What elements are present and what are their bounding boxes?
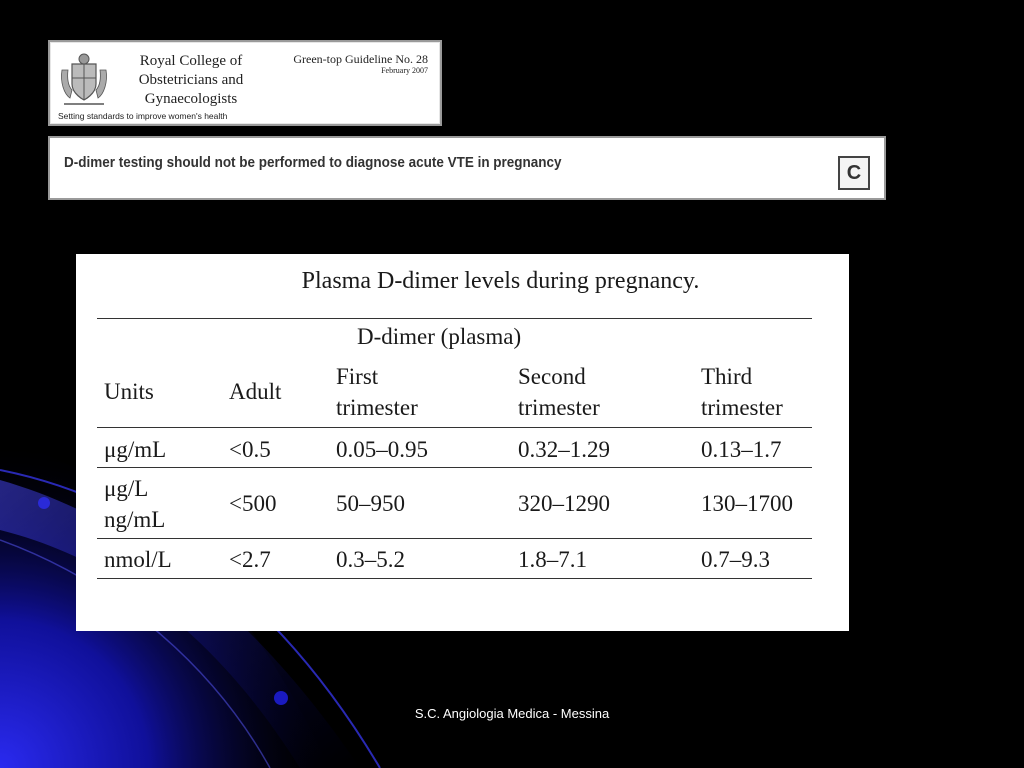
header-line: trimester	[336, 395, 418, 420]
header-line: trimester	[701, 395, 783, 420]
organization-name	[116, 52, 266, 109]
table-cell-adult: <0.5	[229, 437, 271, 462]
column-group-header: D-dimer (plasma)	[357, 324, 522, 349]
header-adult: Adult	[229, 379, 282, 404]
table-cell-adult: <2.7	[229, 547, 271, 572]
table-row-rule	[97, 467, 812, 468]
table-cell-adult: <500	[229, 491, 277, 516]
table-title: Plasma D-dimer levels during pregnancy.	[301, 268, 700, 294]
header-third-trimester	[701, 361, 783, 423]
recommendation-text: D-dimer testing should not be performed to diagnose acute VTE in pregnancy	[64, 155, 562, 171]
header-line: First	[336, 364, 379, 389]
table-cell-first: 50–950	[336, 491, 405, 516]
slide-footer: S.C. Angiologia Medica - Messina	[414, 706, 610, 721]
table-cell-first: 0.3–5.2	[336, 547, 405, 572]
table-cell-units	[104, 473, 165, 535]
table-top-rule	[97, 318, 812, 319]
header-first-trimester	[336, 361, 418, 423]
org-name-line: Gynaecologists	[144, 91, 238, 107]
table-cell-second: 320–1290	[518, 491, 610, 516]
coat-of-arms-icon	[58, 50, 110, 110]
unit-line: μg/L	[104, 476, 149, 501]
guideline-title: Green-top Guideline No. 28	[293, 52, 428, 66]
table-cell-second: 1.8–7.1	[518, 547, 587, 572]
org-name-line: Royal College of	[139, 53, 243, 69]
table-bottom-rule	[97, 578, 812, 579]
d-dimer-table-panel	[76, 254, 849, 631]
table-cell-third: 130–1700	[701, 491, 793, 516]
table-cell-second: 0.32–1.29	[518, 437, 610, 462]
header-line: trimester	[518, 395, 600, 420]
organization-tagline: Setting standards to improve women's health	[58, 111, 228, 121]
table-cell-third: 0.7–9.3	[701, 547, 770, 572]
table-header-rule	[97, 427, 812, 428]
header-line: Third	[701, 364, 753, 389]
header-line: Second	[518, 364, 586, 389]
recommendation-grade: C	[838, 156, 870, 190]
table-cell-units: μg/mL	[104, 437, 167, 462]
recommendation-banner	[48, 136, 886, 200]
unit-line: ng/mL	[104, 507, 166, 532]
table-row-rule	[97, 538, 812, 539]
header-second-trimester	[518, 361, 600, 423]
guideline-header-card	[48, 40, 442, 126]
org-name-line: Obstetricians and	[138, 72, 244, 88]
table-cell-first: 0.05–0.95	[336, 437, 428, 462]
header-units: Units	[104, 379, 154, 404]
table-cell-units: nmol/L	[104, 547, 172, 572]
guideline-reference	[293, 52, 428, 76]
guideline-date: February 2007	[381, 66, 428, 75]
table-cell-third: 0.13–1.7	[701, 437, 782, 462]
